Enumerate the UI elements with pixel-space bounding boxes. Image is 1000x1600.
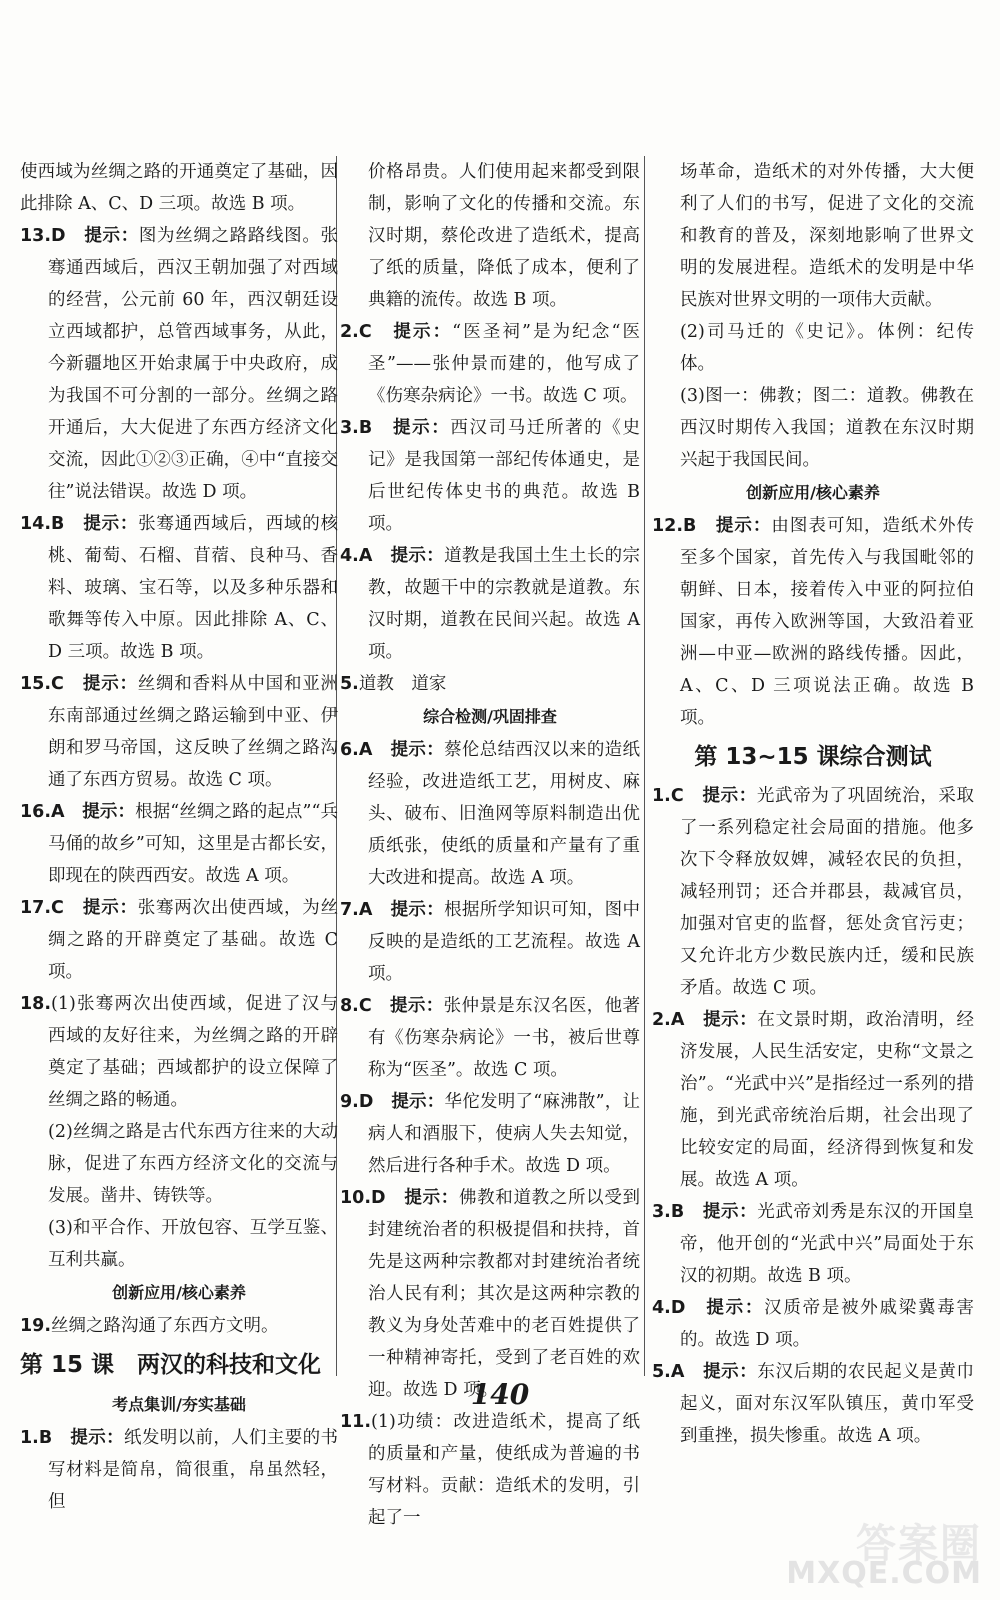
- answer-item-18: 18.(1)张骞两次出使西域，促进了汉与西域的友好往来，为丝绸之路的开辟奠定了基础；西域都护的设立保障了丝绸之路的畅通。: [20, 994, 338, 1110]
- paragraph: 使西域为丝绸之路的开通奠定了基础，因此排除 A、C、D 三项。故选 B 项。: [20, 162, 338, 214]
- answer-item-11: 11.(1)功绩：改进造纸术，提高了纸的质量和产量，使纸成为普遍的书写材料。贡献：造纸术的发明，引起了一: [340, 1412, 640, 1528]
- column-left: [20, 156, 338, 1518]
- answer-item-4: 4.A 提示：道教是我国土生土长的宗教，故题干中的宗教就是道教。东汉时期，道教在民间兴起。故选 A 项。: [340, 546, 641, 662]
- answer-item-12: 12.B 提示：由图表可知，造纸术外传至多个国家，首先传入与我国毗邻的朝鲜、日本，接着传入中亚的阿拉伯国家，再传入欧洲等国，大致沿着亚洲—中亚—欧洲的路线传播。因此，A、C、D 三项说法正确。故选 B 项。: [652, 516, 975, 728]
- answer-item-1: 1.B 提示：纸发明以前，人们主要的书写材料是简帛，简很重，帛虽然轻，但: [20, 1428, 339, 1512]
- column-right: [652, 156, 974, 1452]
- answer-item-5: 5.道教 道家: [340, 674, 447, 694]
- paragraph: (3)和平合作、开放包容、互学互鉴、互利共赢。: [48, 1218, 338, 1270]
- section-heading: 考点集训/夯实基础: [112, 1395, 246, 1414]
- column-divider: [644, 156, 645, 1376]
- section-heading: 综合检测/巩固排查: [423, 707, 557, 726]
- answer-item-2: 2.C 提示：“医圣祠”是为纪念“医圣”——张仲景而建的，他写成了《伤寒杂病论》一书。故选 C 项。: [340, 322, 641, 406]
- answer-item-7: 7.A 提示：根据所学知识可知，图中反映的是造纸的工艺流程。故选 A 项。: [340, 900, 641, 984]
- section-heading: 创新应用/核心素养: [112, 1283, 246, 1302]
- paragraph: 场革命，造纸术的对外传播，大大便利了人们的书写，促进了文化的交流和教育的普及，深刻地影响了世界文明的发展进程。造纸术的发明是中华民族对世界文明的一项伟大贡献。: [680, 162, 974, 310]
- answer-item-10: 10.D 提示：佛教和道教之所以受到封建统治者的积极提倡和扶持，首先是这两种宗教都对封建统治者统治人民有利；其次是这两种宗教的教义为身处苦难中的老百姓提供了一种精神寄托，受到了老百姓的欢迎。故选 D 项。: [340, 1188, 641, 1400]
- answer-item-3: 3.B 提示：光武帝刘秀是东汉的开国皇帝，他开创的“光武中兴”局面处于东汉的初期。故选 B 项。: [652, 1202, 975, 1286]
- answer-item-5: 5.A 提示：东汉后期的农民起义是黄巾起义，面对东汉军队镇压，黄巾军受到重挫，损失惨重。故选 A 项。: [652, 1362, 975, 1446]
- answer-item-3: 3.B 提示：西汉司马迁所著的《史记》是我国第一部纪传体通史，是后世纪传体史书的典范。故选 B 项。: [340, 418, 641, 534]
- answer-item-6: 6.A 提示：蔡伦总结西汉以来的造纸经验，改进造纸工艺，用树皮、麻头、破布、旧渔网等原料制造出优质纸张，使纸的质量和产量有了重大改进和提高。故选 A 项。: [340, 740, 641, 888]
- watermark-url: MXQE.COM: [786, 1556, 982, 1591]
- column-middle: [340, 156, 640, 1534]
- answer-item-2: 2.A 提示：在文景时期，政治清明，经济发展，人民生活安定，史称“文景之治”。“光武中兴”是指经过一系列的措施，到光武帝统治后期，社会出现了比较安定的局面，经济得到恢复和发展。故选 A 项。: [652, 1010, 975, 1190]
- test-title: 第 13~15 课综合测试: [694, 744, 932, 770]
- paragraph: (2)丝绸之路是古代东西方往来的大动脉，促进了东西方经济文化的交流与发展。凿井、铸铁等。: [48, 1122, 338, 1206]
- answer-item-8: 8.C 提示：张仲景是东汉名医，他著有《伤寒杂病论》一书，被后世尊称为“医圣”。故选 C 项。: [340, 996, 641, 1080]
- answer-item-15: 15.C 提示：丝绸和香料从中国和亚洲东南部通过丝绸之路运输到中亚、伊朗和罗马帝国，这反映了丝绸之路沟通了东西方贸易。故选 C 项。: [20, 674, 339, 790]
- watermark-text: 答案圈: [856, 1521, 982, 1567]
- paragraph: (2)司马迁的《史记》。体例：纪传体。: [680, 322, 974, 374]
- answer-item-9: 9.D 提示：华佗发明了“麻沸散”，让病人和酒服下，使病人失去知觉，然后进行各种手术。故选 D 项。: [340, 1092, 640, 1176]
- paragraph: (3)图一：佛教；图二：道教。佛教在西汉时期传入我国；道教在东汉时期兴起于我国民间。: [680, 386, 974, 470]
- page-number: 140: [470, 1378, 530, 1411]
- answer-item-17: 17.C 提示：张骞两次出使西域，为丝绸之路的开辟奠定了基础。故选 C项。: [20, 898, 339, 982]
- watermark-logo: [786, 1512, 982, 1592]
- answer-item-19: 19.丝绸之路沟通了东西方文明。: [20, 1316, 279, 1336]
- answer-item-16: 16.A 提示：根据“丝绸之路的起点”“兵马俑的故乡”可知，这里是古都长安，即现在的陕西西安。故选 A 项。: [20, 802, 339, 886]
- answer-item-4: 4.D 提示：汉质帝是被外戚梁冀毒害的。故选 D 项。: [652, 1298, 975, 1350]
- answer-item-1: 1.C 提示：光武帝为了巩固统治，采取了一系列稳定社会局面的措施。他多次下令释放奴婢，减轻农民的负担，减轻刑罚；还合并郡县，裁减官员，加强对官吏的监督，惩处贪官污吏；又允许北方少数民族内迁，缓和民族矛盾。故选 C 项。: [652, 786, 975, 998]
- lesson-title: 第 15 课 两汉的科技和文化: [20, 1352, 322, 1378]
- answer-item-13: 13.D 提示：图为丝绸之路路线图。张骞通西域后，西汉王朝加强了对西域的经营，公元前 60 年，西汉朝廷设立西域都护，总管西域事务，从此，今新疆地区开始隶属于中央政府，成为我国不可分割的一部分。丝绸之路开通后，大大促进了东西方经济文化交流，因此①②③正确，④中“直接交往”说法错误。故选 D 项。: [20, 226, 339, 502]
- answer-item-14: 14.B 提示：张骞通西域后，西域的核桃、葡萄、石榴、苜蓿、良种马、香料、玻璃、宝石等，以及多种乐器和歌舞等传入中原。因此排除 A、C、D 三项。故选 B 项。: [20, 514, 339, 662]
- paragraph: 价格昂贵。人们使用起来都受到限制，影响了文化的传播和交流。东汉时期，蔡伦改进了造纸术，提高了纸的质量，降低了成本，便利了典籍的流传。故选 B 项。: [368, 162, 640, 310]
- section-heading: 创新应用/核心素养: [746, 483, 880, 502]
